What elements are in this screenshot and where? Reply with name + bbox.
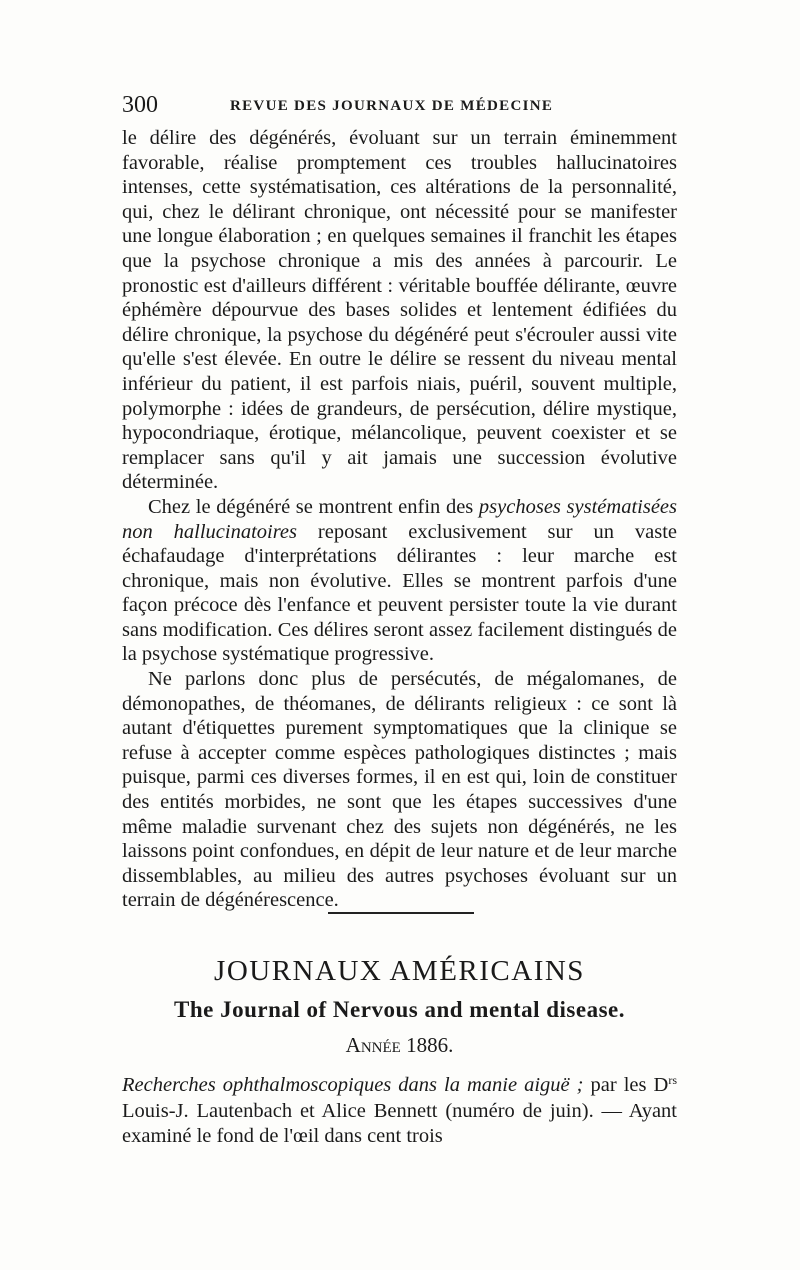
running-title: REVUE DES JOURNAUX DE MÉDECINE bbox=[230, 98, 554, 114]
body-text bbox=[122, 126, 677, 913]
paragraph-3: Ne parlons donc plus de persécutés, de mégalomanes, de démonopathes, de théomanes, de délirants religieux : ce sont là autant d'étiquettes purement symptomatiques que la clinique se refuse à accepter comme espèces pathologiques distinctes ; mais puisque, parmi ces diverses formes, il en est qui, loin de constituer des entités morbides, ne sont que les étapes successives d'une même maladie survenant chez des sujets non dégénérés, ne les laissons point confondues, en dépit de leur nature et de leur marche dissemblables, au milieu des autres psychoses évoluant sur un terrain de dégénérescence. bbox=[122, 668, 677, 912]
year-label: Année bbox=[345, 1033, 401, 1057]
running-head bbox=[122, 92, 682, 122]
article-entry bbox=[122, 1068, 677, 1150]
journal-heading: The Journal of Nervous and mental disease. bbox=[174, 997, 625, 1022]
year-heading bbox=[122, 1033, 677, 1058]
year-value: 1886. bbox=[406, 1033, 454, 1057]
paragraph-2 bbox=[122, 495, 677, 667]
article-byline-prefix: par les D bbox=[583, 1074, 669, 1096]
paragraph-2-start: Chez le dégénéré se montrent enfin des bbox=[148, 495, 479, 518]
paragraph-1: le délire des dégénérés, évoluant sur un terrain éminemment favorable, réalise promptement ces troubles hallucinatoires intenses, cette systématisation, ces altérations de la personnalité, qui, chez le délirant chronique, ont nécessité pour se manifester une longue élaboration ; en quelques semaines il franchit les étapes que la psychose chronique a mis des années à parcourir. Le pronostic est d'ailleurs différent : véritable bouffée délirante, œuvre éphémère dépourvue des bases solides et lentement édifiées du délire chronique, la psychose du dégénéré peut s'écrouler aussi vite qu'elle s'est élevée. En outre le délire se ressent du niveau mental inférieur du patient, il est parfois niais, puéril, souvent multiple, polymorphe : idées de grandeurs, de persécution, délire mystique, hypocondriaque, érotique, mélancolique, peuvent coexister et se remplacer sans qu'il y ait jamais une succession évolutive déterminée. bbox=[122, 127, 677, 494]
section-heading: JOURNAUX AMÉRICAINS bbox=[214, 955, 585, 987]
section-divider bbox=[328, 912, 474, 914]
article-byline-superscript: rs bbox=[668, 1073, 677, 1087]
page-number: 300 bbox=[122, 92, 158, 118]
article-title: Recherches ophthalmoscopiques dans la manie aiguë ; bbox=[122, 1074, 584, 1096]
paragraph-2-emphasis: psychoses systématisées non hallucinatoires bbox=[122, 495, 677, 543]
article-authors: Louis-J. Lautenbach et Alice Bennett (numéro de juin). — Ayant examiné le fond de l'œil dans cent trois bbox=[122, 1099, 677, 1147]
paragraph-2-end: reposant exclusivement sur un vaste échafaudage d'interprétations délirantes : leur marche est chronique, mais non évolutive. Elles se montrent parfois d'une façon précoce dès l'enfance et peuvent persister toute la vie durant sans modification. Ces délires seront assez facilement distingués de la psychose systématique progressive. bbox=[122, 520, 677, 666]
